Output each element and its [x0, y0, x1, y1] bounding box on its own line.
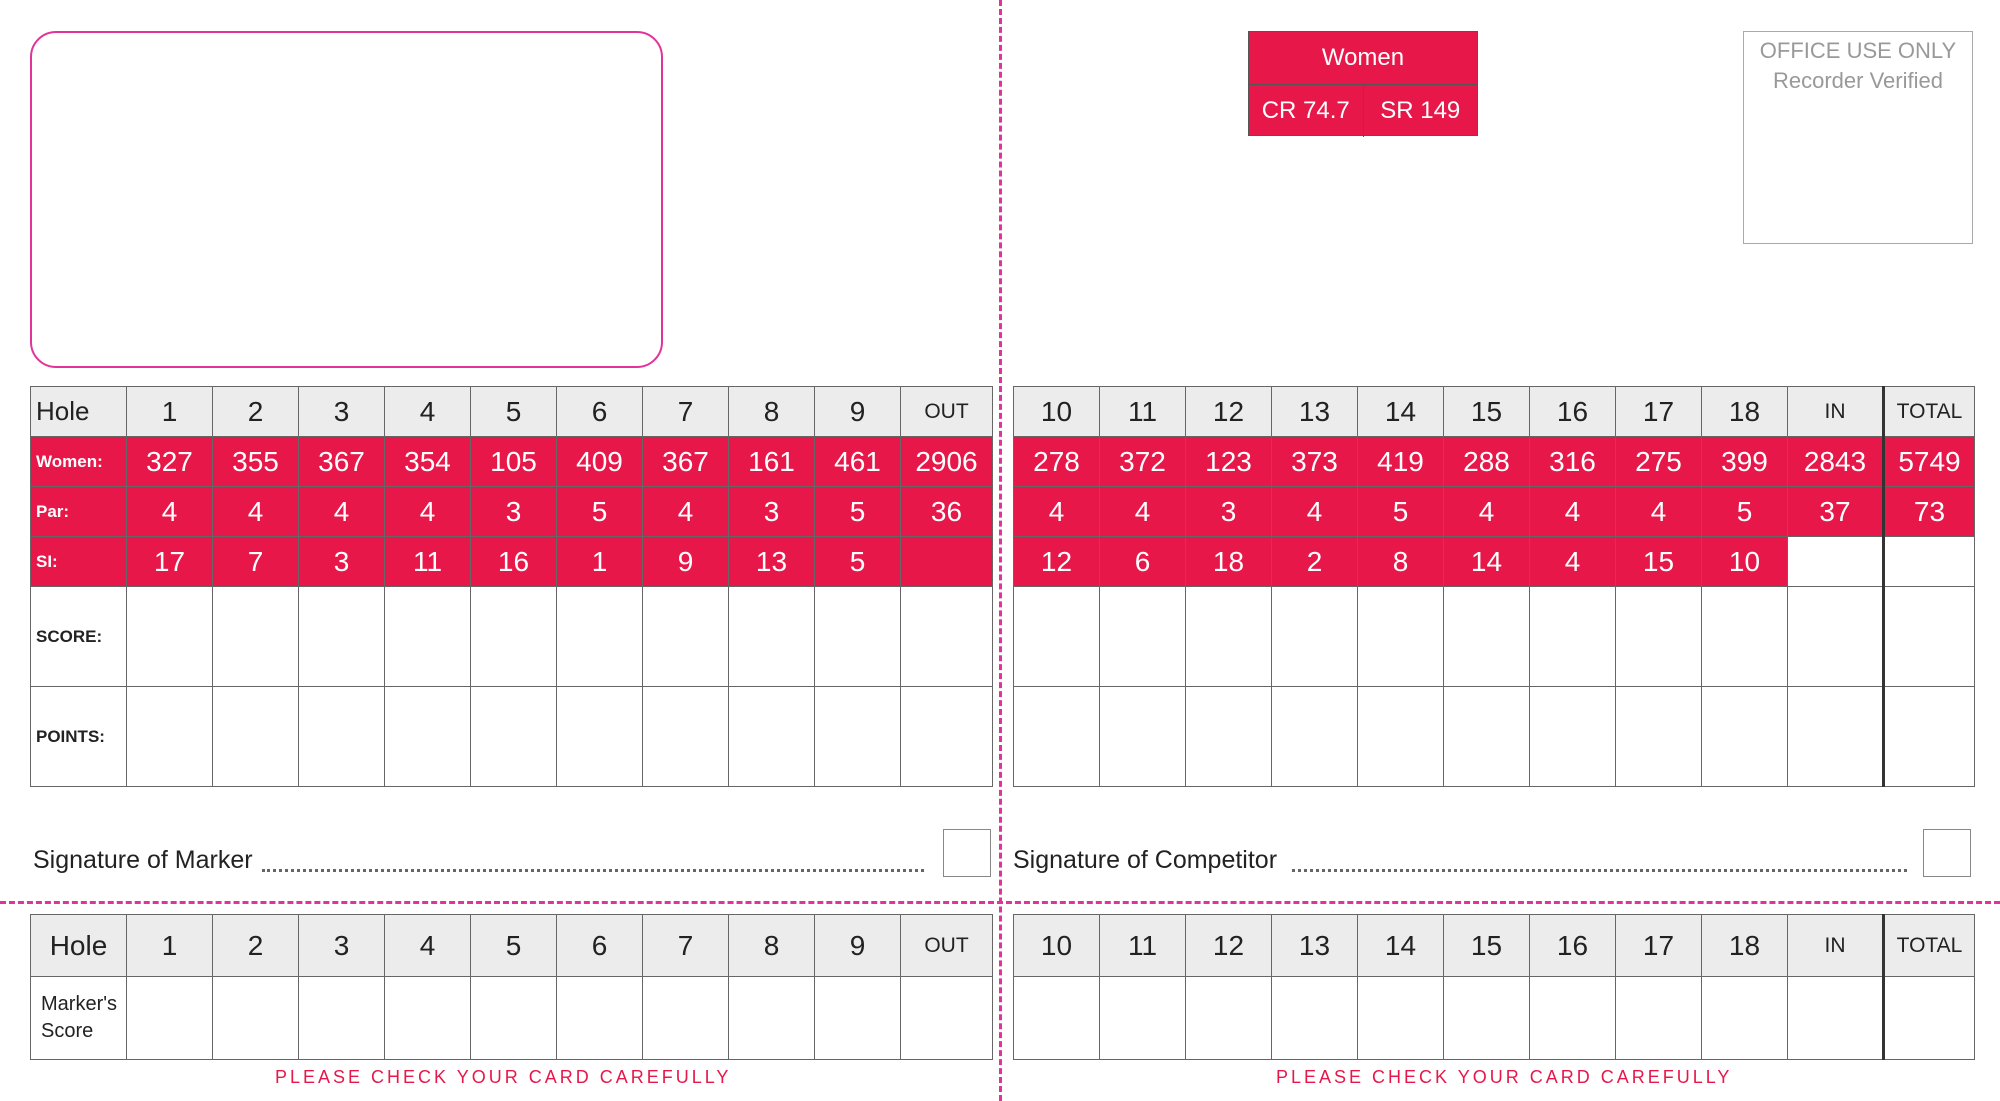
- marker-back-nine: [1013, 914, 1975, 1060]
- hole-number: 4: [385, 387, 471, 437]
- hole-number: 8: [729, 387, 815, 437]
- stroke-index-row: [1014, 537, 1975, 587]
- si-cell: 8: [1358, 537, 1444, 587]
- si-cell: 6: [1100, 537, 1186, 587]
- marker-score-row: [31, 977, 993, 1060]
- points-row: [1014, 687, 1975, 787]
- points-entry-cell[interactable]: [1358, 687, 1444, 787]
- score-entry-cell[interactable]: [127, 587, 213, 687]
- yardage-cell: 355: [213, 437, 299, 487]
- marker-score-cell[interactable]: [557, 977, 643, 1060]
- hole-label: Hole: [31, 387, 127, 437]
- marker-score-cell[interactable]: [1530, 977, 1616, 1060]
- par-cell: 5: [1358, 487, 1444, 537]
- hole-number: 3: [299, 915, 385, 977]
- points-row: [31, 687, 993, 787]
- yardage-cell: 278: [1014, 437, 1100, 487]
- course-rating: CR 74.7: [1261, 97, 1350, 124]
- points-entry-cell[interactable]: [557, 687, 643, 787]
- par-cell: 5: [1702, 487, 1788, 537]
- hole-number: 1: [127, 915, 213, 977]
- score-entry-cell[interactable]: [385, 587, 471, 687]
- si-total-empty: [1884, 537, 1975, 587]
- marker-signature-line[interactable]: [262, 869, 924, 872]
- score-entry-cell[interactable]: [1100, 587, 1186, 687]
- hole-number: 17: [1616, 387, 1702, 437]
- si-in-empty: [1788, 537, 1884, 587]
- par-cell: 4: [643, 487, 729, 537]
- hole-number: 1: [127, 387, 213, 437]
- hole-number: 9: [815, 915, 901, 977]
- score-entry-cell[interactable]: [1444, 587, 1530, 687]
- hole-number: 16: [1530, 915, 1616, 977]
- recorder-verified-label: Recorder Verified: [1773, 68, 1943, 93]
- score-entry-cell[interactable]: [901, 587, 993, 687]
- yardage-cell: 105: [471, 437, 557, 487]
- yardage-cell: 419: [1358, 437, 1444, 487]
- score-entry-cell[interactable]: [1186, 587, 1272, 687]
- hole-number: 15: [1444, 387, 1530, 437]
- hole-number: 12: [1186, 387, 1272, 437]
- par-out: 36: [901, 487, 993, 537]
- points-entry-cell[interactable]: [213, 687, 299, 787]
- marker-score-cell[interactable]: [1186, 977, 1272, 1060]
- yardage-cell: 327: [127, 437, 213, 487]
- par-cell: 4: [1014, 487, 1100, 537]
- score-label: SCORE:: [31, 587, 127, 687]
- marker-score-cell[interactable]: [213, 977, 299, 1060]
- par-row: [31, 487, 993, 537]
- total-header: TOTAL: [1884, 387, 1975, 437]
- marker-score-cell[interactable]: [385, 977, 471, 1060]
- par-cell: 5: [557, 487, 643, 537]
- si-cell: 17: [127, 537, 213, 587]
- tee-title: Women: [1249, 32, 1477, 85]
- si-cell: 12: [1014, 537, 1100, 587]
- par-cell: 4: [127, 487, 213, 537]
- hole-number: 16: [1530, 387, 1616, 437]
- hole-number: 14: [1358, 387, 1444, 437]
- hole-number: 10: [1014, 915, 1100, 977]
- si-cell: 7: [213, 537, 299, 587]
- hole-number: 12: [1186, 915, 1272, 977]
- marker-signature-checkbox[interactable]: [943, 829, 991, 877]
- back-nine-scorecard: [1013, 386, 1975, 787]
- in-header: IN: [1788, 915, 1884, 977]
- marker-score-cell[interactable]: [1014, 977, 1100, 1060]
- yardage-cell: 372: [1100, 437, 1186, 487]
- points-entry-cell[interactable]: [1014, 687, 1100, 787]
- competitor-signature-checkbox[interactable]: [1923, 829, 1971, 877]
- si-cell: 15: [1616, 537, 1702, 587]
- yardage-cell: 123: [1186, 437, 1272, 487]
- points-entry-cell[interactable]: [1100, 687, 1186, 787]
- check-card-notice-right: PLEASE CHECK YOUR CARD CAREFULLY: [1276, 1067, 1733, 1087]
- yardage-out: 2906: [901, 437, 993, 487]
- score-row: [31, 587, 993, 687]
- score-entry-cell[interactable]: [729, 587, 815, 687]
- out-header: OUT: [901, 915, 993, 977]
- si-label: SI:: [31, 537, 127, 587]
- si-cell: 14: [1444, 537, 1530, 587]
- hole-number: 17: [1616, 915, 1702, 977]
- hole-number: 3: [299, 387, 385, 437]
- yardage-cell: 409: [557, 437, 643, 487]
- si-cell: 16: [471, 537, 557, 587]
- score-entry-cell[interactable]: [471, 587, 557, 687]
- points-entry-cell[interactable]: [1186, 687, 1272, 787]
- yardage-row: [1014, 437, 1975, 487]
- score-entry-cell[interactable]: [1358, 587, 1444, 687]
- marker-score-cell[interactable]: [1702, 977, 1788, 1060]
- par-cell: 3: [729, 487, 815, 537]
- yardage-total: 5749: [1884, 437, 1975, 487]
- marker-score-row: [1014, 977, 1975, 1060]
- hole-number: 18: [1702, 387, 1788, 437]
- hole-number: 18: [1702, 915, 1788, 977]
- si-cell: 3: [299, 537, 385, 587]
- score-entry-cell[interactable]: [213, 587, 299, 687]
- par-cell: 5: [815, 487, 901, 537]
- yardage-cell: 275: [1616, 437, 1702, 487]
- player-name-box[interactable]: [30, 31, 663, 368]
- hole-row: [1014, 387, 1975, 437]
- par-row: [1014, 487, 1975, 537]
- marker-score-cell[interactable]: [729, 977, 815, 1060]
- hole-number: 14: [1358, 915, 1444, 977]
- marker-score-cell[interactable]: [471, 977, 557, 1060]
- points-entry-cell[interactable]: [1272, 687, 1358, 787]
- hole-label: Hole: [31, 915, 127, 977]
- points-entry-cell[interactable]: [1788, 687, 1884, 787]
- points-entry-cell[interactable]: [127, 687, 213, 787]
- si-cell: 18: [1186, 537, 1272, 587]
- si-cell: 1: [557, 537, 643, 587]
- score-entry-cell[interactable]: [1530, 587, 1616, 687]
- score-row: [1014, 587, 1975, 687]
- marker-score-cell[interactable]: [1358, 977, 1444, 1060]
- points-entry-cell[interactable]: [1530, 687, 1616, 787]
- si-cell: 11: [385, 537, 471, 587]
- yardage-row: [31, 437, 993, 487]
- marker-score-cell[interactable]: [1444, 977, 1530, 1060]
- points-entry-cell[interactable]: [643, 687, 729, 787]
- hole-number: 5: [471, 387, 557, 437]
- par-cell: 4: [1272, 487, 1358, 537]
- course-rating-badge: [1248, 31, 1478, 136]
- hole-number: 11: [1100, 387, 1186, 437]
- points-entry-cell[interactable]: [1884, 687, 1975, 787]
- si-out-empty: [901, 537, 993, 587]
- par-cell: 4: [213, 487, 299, 537]
- front-nine-scorecard: [30, 386, 993, 787]
- yardage-cell: 373: [1272, 437, 1358, 487]
- yardage-cell: 399: [1702, 437, 1788, 487]
- marker-score-cell[interactable]: [643, 977, 729, 1060]
- yardage-in: 2843: [1788, 437, 1884, 487]
- hole-number: 15: [1444, 915, 1530, 977]
- marker-score-cell[interactable]: [127, 977, 213, 1060]
- par-cell: 4: [1530, 487, 1616, 537]
- tee-label: Women:: [31, 437, 127, 487]
- si-cell: 10: [1702, 537, 1788, 587]
- competitor-signature-line[interactable]: [1292, 869, 1907, 872]
- marker-front-nine: [30, 914, 993, 1060]
- hole-number: 6: [557, 387, 643, 437]
- hole-number: 5: [471, 915, 557, 977]
- score-entry-cell[interactable]: [1884, 587, 1975, 687]
- hole-number: 2: [213, 915, 299, 977]
- par-cell: 4: [1444, 487, 1530, 537]
- par-cell: 3: [1186, 487, 1272, 537]
- par-cell: 4: [1616, 487, 1702, 537]
- marker-score-cell[interactable]: [1616, 977, 1702, 1060]
- points-entry-cell[interactable]: [901, 687, 993, 787]
- yardage-cell: 161: [729, 437, 815, 487]
- hole-number: 2: [213, 387, 299, 437]
- score-entry-cell[interactable]: [1616, 587, 1702, 687]
- horizontal-cut-line: [0, 901, 2000, 904]
- hole-number: 9: [815, 387, 901, 437]
- score-entry-cell[interactable]: [643, 587, 729, 687]
- points-entry-cell[interactable]: [299, 687, 385, 787]
- marker-score-cell[interactable]: [901, 977, 993, 1060]
- yardage-cell: 288: [1444, 437, 1530, 487]
- points-entry-cell[interactable]: [385, 687, 471, 787]
- marker-score-cell[interactable]: [1100, 977, 1186, 1060]
- si-cell: 2: [1272, 537, 1358, 587]
- par-cell: 4: [299, 487, 385, 537]
- hole-number: 4: [385, 915, 471, 977]
- si-cell: 4: [1530, 537, 1616, 587]
- office-use-label: OFFICE USE ONLY: [1759, 38, 1957, 63]
- par-label: Par:: [31, 487, 127, 537]
- par-cell: 4: [385, 487, 471, 537]
- score-entry-cell[interactable]: [1014, 587, 1100, 687]
- points-label: POINTS:: [31, 687, 127, 787]
- total-header: TOTAL: [1884, 915, 1975, 977]
- in-header: IN: [1788, 387, 1884, 437]
- yardage-cell: 354: [385, 437, 471, 487]
- si-cell: 9: [643, 537, 729, 587]
- points-entry-cell[interactable]: [471, 687, 557, 787]
- marker-score-cell[interactable]: [1884, 977, 1975, 1060]
- si-cell: 5: [815, 537, 901, 587]
- yardage-cell: 367: [299, 437, 385, 487]
- points-entry-cell[interactable]: [1444, 687, 1530, 787]
- vertical-cut-line: [999, 0, 1002, 1101]
- par-cell: 3: [471, 487, 557, 537]
- par-total: 73: [1884, 487, 1975, 537]
- yardage-cell: 461: [815, 437, 901, 487]
- par-cell: 4: [1100, 487, 1186, 537]
- hole-row: [1014, 915, 1975, 977]
- hole-number: 11: [1100, 915, 1186, 977]
- par-in: 37: [1788, 487, 1884, 537]
- yardage-cell: 316: [1530, 437, 1616, 487]
- slope-rating: SR 149: [1363, 85, 1478, 137]
- stroke-index-row: [31, 537, 993, 587]
- hole-row: [31, 387, 993, 437]
- score-entry-cell[interactable]: [815, 587, 901, 687]
- marker-score-cell[interactable]: [1788, 977, 1884, 1060]
- marker-score-label: Marker's Score: [31, 977, 127, 1060]
- hole-number: 7: [643, 387, 729, 437]
- si-cell: 13: [729, 537, 815, 587]
- out-header: OUT: [901, 387, 993, 437]
- points-entry-cell[interactable]: [815, 687, 901, 787]
- score-entry-cell[interactable]: [1272, 587, 1358, 687]
- score-entry-cell[interactable]: [1788, 587, 1884, 687]
- marker-score-cell[interactable]: [299, 977, 385, 1060]
- office-use-box: [1743, 31, 1973, 244]
- hole-number: 13: [1272, 387, 1358, 437]
- hole-number: 8: [729, 915, 815, 977]
- yardage-cell: 367: [643, 437, 729, 487]
- points-entry-cell[interactable]: [729, 687, 815, 787]
- points-entry-cell[interactable]: [1702, 687, 1788, 787]
- marker-signature-label: Signature of Marker: [33, 846, 253, 874]
- hole-row: [31, 915, 993, 977]
- hole-number: 10: [1014, 387, 1100, 437]
- score-entry-cell[interactable]: [557, 587, 643, 687]
- hole-number: 7: [643, 915, 729, 977]
- score-entry-cell[interactable]: [299, 587, 385, 687]
- competitor-signature-label: Signature of Competitor: [1013, 846, 1278, 874]
- points-entry-cell[interactable]: [1616, 687, 1702, 787]
- marker-score-cell[interactable]: [1272, 977, 1358, 1060]
- check-card-notice-left: PLEASE CHECK YOUR CARD CAREFULLY: [275, 1067, 732, 1087]
- hole-number: 13: [1272, 915, 1358, 977]
- score-entry-cell[interactable]: [1702, 587, 1788, 687]
- marker-score-cell[interactable]: [815, 977, 901, 1060]
- hole-number: 6: [557, 915, 643, 977]
